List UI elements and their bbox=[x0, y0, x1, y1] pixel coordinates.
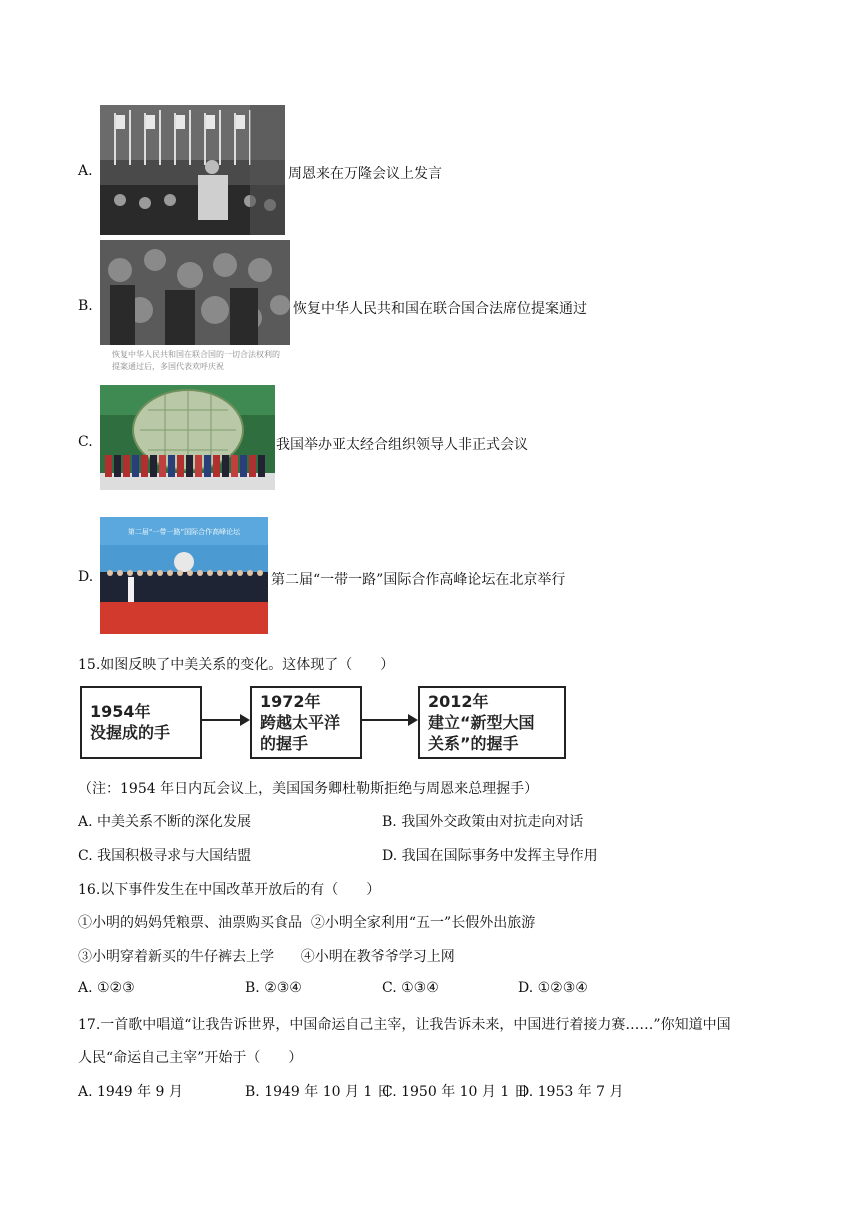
option-b-letter: B. bbox=[78, 298, 93, 314]
q16-items-line-2: ③小明穿着新买的牛仔裤去上学 ④小明在教爷爷学习上网 bbox=[78, 949, 455, 965]
q16-items-line-1: ①小明的妈妈凭粮票、油票购买食品 ②小明全家利用“五一”长假外出旅游 bbox=[78, 915, 536, 931]
timeline-box-1972 bbox=[250, 686, 362, 759]
belt-and-road-forum-photo bbox=[100, 517, 268, 634]
option-d-letter: D. bbox=[78, 569, 94, 585]
option-b-caption: 恢复中华人民共和国在联合国合法席位提案通过 bbox=[293, 301, 587, 317]
arrow-icon-2 bbox=[362, 712, 418, 728]
q15-note: （注：1954 年日内瓦会议上，美国国务卿杜勒斯拒绝与周恩来总理握手） bbox=[78, 781, 539, 797]
q15-stem: 15.如图反映了中美关系的变化。这体现了（ ） bbox=[78, 657, 395, 673]
q17-option-c[interactable]: C. 1950 年 10 月 1 日 bbox=[382, 1084, 528, 1100]
box-2012-text-1: 建立“新型大国 bbox=[428, 713, 535, 732]
un-seat-restoration-photo bbox=[100, 240, 290, 375]
q17-stem-line-2: 人民“命运自己主宰”开始于（ ） bbox=[78, 1050, 303, 1066]
box-1972-text-1: 跨越太平洋 bbox=[260, 713, 341, 732]
option-a-letter: A. bbox=[78, 163, 93, 179]
q16-option-a[interactable]: A. ①②③ bbox=[78, 980, 135, 996]
arrow-icon-1 bbox=[202, 712, 250, 728]
box-1954-text: 没握成的手 bbox=[90, 723, 171, 742]
box-2012-year: 2012年 bbox=[428, 692, 489, 711]
q15-option-d[interactable]: D. 我国在国际事务中发挥主导作用 bbox=[382, 848, 598, 864]
forum-banner-text: 第二届“一带一路”国际合作高峰论坛 bbox=[127, 528, 241, 536]
q15-option-a[interactable]: A. 中美关系不断的深化发展 bbox=[78, 814, 252, 830]
option-a-caption: 周恩来在万隆会议上发言 bbox=[288, 166, 442, 182]
option-d-caption: 第二届“一带一路”国际合作高峰论坛在北京举行 bbox=[271, 572, 566, 588]
box-2012-text-2: 关系”的握手 bbox=[428, 734, 519, 753]
q16-option-d[interactable]: D. ①②③④ bbox=[518, 980, 588, 996]
q17-option-d[interactable]: D. 1953 年 7 月 bbox=[518, 1084, 624, 1100]
timeline-box-2012 bbox=[418, 686, 566, 759]
option-c-letter: C. bbox=[78, 434, 93, 450]
box-1972-text-2: 的握手 bbox=[260, 734, 309, 753]
q17-stem-line-1: 17.一首歌中唱道“让我告诉世界，中国命运自己主宰，让我告诉未来，中国进行着接力赛……”你知道中国 bbox=[78, 1017, 731, 1033]
timeline-box-1954 bbox=[80, 686, 202, 759]
option-c-caption: 我国举办亚太经合组织领导人非正式会议 bbox=[276, 437, 528, 453]
bandung-conference-photo bbox=[100, 105, 285, 235]
q17-option-a[interactable]: A. 1949 年 9 月 bbox=[78, 1084, 183, 1100]
apec-meeting-photo bbox=[100, 385, 275, 490]
q15-option-c[interactable]: C. 我国积极寻求与大国结盟 bbox=[78, 848, 252, 864]
q17-option-b[interactable]: B. 1949 年 10 月 1 日 bbox=[245, 1084, 391, 1100]
q16-stem: 16.以下事件发生在中国改革开放后的有（ ） bbox=[78, 882, 381, 898]
box-1972-year: 1972年 bbox=[260, 692, 321, 711]
q16-option-c[interactable]: C. ①③④ bbox=[382, 980, 439, 996]
box-1954-year: 1954年 bbox=[90, 702, 151, 721]
q15-option-b[interactable]: B. 我国外交政策由对抗走向对话 bbox=[382, 814, 584, 830]
photo-caption: 恢复中华人民共和国在联合国的一切合法权利的提案通过后，多国代表欢呼庆祝 bbox=[112, 350, 280, 371]
q16-option-b[interactable]: B. ②③④ bbox=[245, 980, 302, 996]
